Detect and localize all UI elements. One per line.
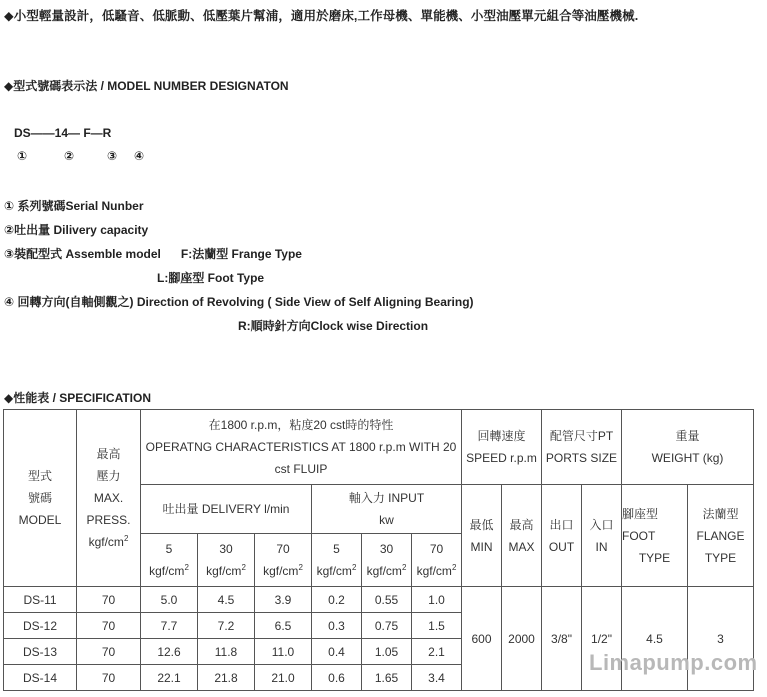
port-out-header: 出口 OUT (542, 485, 582, 587)
delivery-p-5: 5 kgf/$cm^2$ (141, 534, 198, 587)
row-delivery: 21.8 (198, 665, 255, 691)
designation-line-4: L:腳座型 Foot Type (157, 271, 265, 285)
port-in-header: 入口 IN (582, 485, 622, 587)
weight-foot-value: 4.5 (622, 587, 688, 691)
input-p-5: 5 kgf/$cm^2$ (312, 534, 362, 587)
row-delivery: 11.8 (198, 639, 255, 665)
speed-header: 回轉速度 SPEED r.p.m (462, 410, 542, 485)
row-delivery: 7.7 (141, 613, 198, 639)
row-delivery: 4.5 (198, 587, 255, 613)
row-delivery: 22.1 (141, 665, 198, 691)
designation-line-1: ① 系列號碼Serial Nunber (4, 199, 144, 213)
input-p-30: 30 kgf/$cm^2$ (362, 534, 412, 587)
designation-line-5: ④ 回轉方向(自軸側觀之) Direction of Revolving ( Side View of Self Aligning Bearing) (4, 295, 474, 309)
row-pressure: 70 (77, 665, 141, 691)
row-pressure: 70 (77, 613, 141, 639)
row-input: 0.55 (362, 587, 412, 613)
row-model: DS-14 (4, 665, 77, 691)
row-model: DS-11 (4, 587, 77, 613)
table-row (4, 587, 754, 613)
input-header: 軸入力 INPUT kw (312, 485, 462, 534)
row-input: 3.4 (412, 665, 462, 691)
mark-2: ② (64, 149, 75, 163)
row-input: 1.5 (412, 613, 462, 639)
row-delivery: 7.2 (198, 613, 255, 639)
row-delivery: 6.5 (255, 613, 312, 639)
ports-header: 配管尺寸PT PORTS SIZE (542, 410, 622, 485)
designation-heading: ◆型式號碼表示法 / MODEL NUMBER DESIGNATON (4, 79, 289, 93)
mark-3: ③ (107, 149, 118, 163)
row-input: 0.4 (312, 639, 362, 665)
speed-min-value: 600 (462, 587, 502, 691)
spec-table (3, 409, 754, 691)
input-p-70: 70 kgf/$cm^2$ (412, 534, 462, 587)
row-model: DS-13 (4, 639, 77, 665)
row-input: 0.6 (312, 665, 362, 691)
port-out-value: 3/8" (542, 587, 582, 691)
weight-foot-header: 腳座型 FOOT TYPE (622, 485, 688, 587)
intro-text: ◆小型輕量設計，低騷音、低脈動、低壓葉片幫浦，適用於磨床,工作母機、單能機、小型油壓單元組合等油壓機械. (4, 9, 639, 23)
model-code: DS——14— F—R (14, 126, 112, 140)
delivery-p-70: 70 kgf/$cm^2$ (255, 534, 312, 587)
row-input: 1.0 (412, 587, 462, 613)
row-input: 1.65 (362, 665, 412, 691)
pressure-header: 最高 壓力 MAX. PRESS. kgf/$cm^2$ (77, 410, 141, 587)
row-input: 2.1 (412, 639, 462, 665)
row-input: 0.2 (312, 587, 362, 613)
weight-header: 重量 WEIGHT (kg) (622, 410, 754, 485)
mark-4: ④ (134, 149, 145, 163)
row-pressure: 70 (77, 639, 141, 665)
row-model: DS-12 (4, 613, 77, 639)
row-delivery: 3.9 (255, 587, 312, 613)
operating-header: 在1800 r.p.m，粘度20 cst時的特性 OPERATNG CHARACTERISTICS AT 1800 r.p.m WITH 20 cst FLUIP (141, 410, 462, 485)
watermark: Limapump.com (589, 650, 758, 675)
row-input: 0.3 (312, 613, 362, 639)
row-pressure: 70 (77, 587, 141, 613)
mark-1: ① (17, 149, 28, 163)
delivery-header: 吐出量 DELIVERY l/min (141, 485, 312, 534)
model-header: 型式 號碼 MODEL (4, 410, 77, 587)
row-delivery: 12.6 (141, 639, 198, 665)
speed-max-value: 2000 (502, 587, 542, 691)
designation-line-6: R:順時針方向Clock wise Direction (238, 319, 429, 333)
weight-flange-value: 3 (688, 587, 754, 691)
weight-flange-header: 法蘭型 FLANGE TYPE (688, 485, 754, 587)
row-delivery: 21.0 (255, 665, 312, 691)
spec-heading: ◆性能表 / SPECIFICATION (4, 391, 152, 405)
speed-min-header: 最低 MIN (462, 485, 502, 587)
delivery-p-30: 30 kgf/$cm^2$ (198, 534, 255, 587)
row-delivery: 5.0 (141, 587, 198, 613)
port-in-value: 1/2" (582, 587, 622, 691)
designation-line-3: ③裝配型式 Assemble model F:法蘭型 Frange Type (4, 247, 302, 261)
row-input: 0.75 (362, 613, 412, 639)
row-input: 1.05 (362, 639, 412, 665)
designation-line-2: ②吐出量 Dilivery capacity (4, 223, 149, 237)
row-delivery: 11.0 (255, 639, 312, 665)
speed-max-header: 最高 MAX (502, 485, 542, 587)
